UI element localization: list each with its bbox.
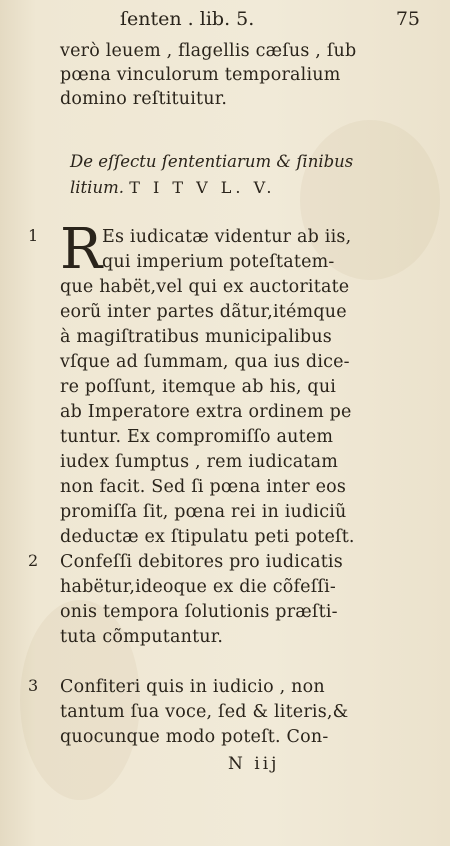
text-line: quocunque modo poteſt. Con- [60, 727, 329, 747]
text-line: habëtur,ideoque ex die cõfeſſi- [60, 577, 336, 597]
section-title-line2 [70, 178, 275, 197]
text-line: tantum ſua voce, ſed & literis,& [60, 702, 349, 722]
section-title-line1: De eſſectu ſententiarum & ſinibus [70, 152, 354, 171]
text-line: iudex ſumptus , rem iudicatam [60, 452, 339, 472]
paragraph-marker: 1 [28, 226, 39, 245]
section-title-litium: litium. [70, 178, 124, 197]
text-line: ab Imperatore extra ordinem pe [60, 402, 352, 422]
text-line: qui imperium poteſtatem- [102, 252, 335, 272]
text-line: re poſſunt, itemque ab his, qui [60, 377, 337, 397]
text-line: que habët,vel qui ex auctoritate [60, 277, 350, 297]
text-line: Es iudicatæ videntur ab iis, [102, 227, 352, 247]
text-line: onis tempora ſolutionis præſti- [60, 602, 338, 622]
drop-capital: R [60, 217, 103, 282]
text-line: tuta cõmputantur. [60, 627, 224, 647]
paragraph-marker: 2 [28, 551, 39, 570]
text-line: vſque ad ſummam, qua ius dice- [60, 352, 350, 372]
text-line: non facit. Sed ſi pœna inter eos [60, 477, 347, 497]
running-head-title: ſenten . lib. 5. [120, 8, 255, 30]
text-line: à magiſtratibus municipalibus [60, 327, 332, 347]
page-number: 75 [395, 8, 420, 30]
text-line: domino reſtituitur. [60, 89, 228, 109]
signature-mark: N iij [228, 754, 280, 774]
section-title-titulus: T I T V L. V. [129, 178, 276, 197]
text-line: deductæ ex ſtipulatu peti poteſt. [60, 527, 355, 547]
text-line: promiſſa ſit, pœna rei in iudiciũ [60, 502, 347, 522]
text-line: verò leuem , flagellis cæſus , ſub [60, 41, 357, 61]
text-line: eorũ inter partes dãtur,itémque [60, 302, 347, 322]
text-line: Confeſſi debitores pro iudicatis [60, 552, 343, 572]
running-head [120, 8, 420, 30]
text-line: tuntur. Ex compromiſſo autem [60, 427, 334, 447]
text-line: pœna vinculorum temporalium [60, 65, 341, 85]
text-line: Confiteri quis in iudicio , non [60, 677, 325, 697]
paragraph-marker: 3 [28, 676, 39, 695]
